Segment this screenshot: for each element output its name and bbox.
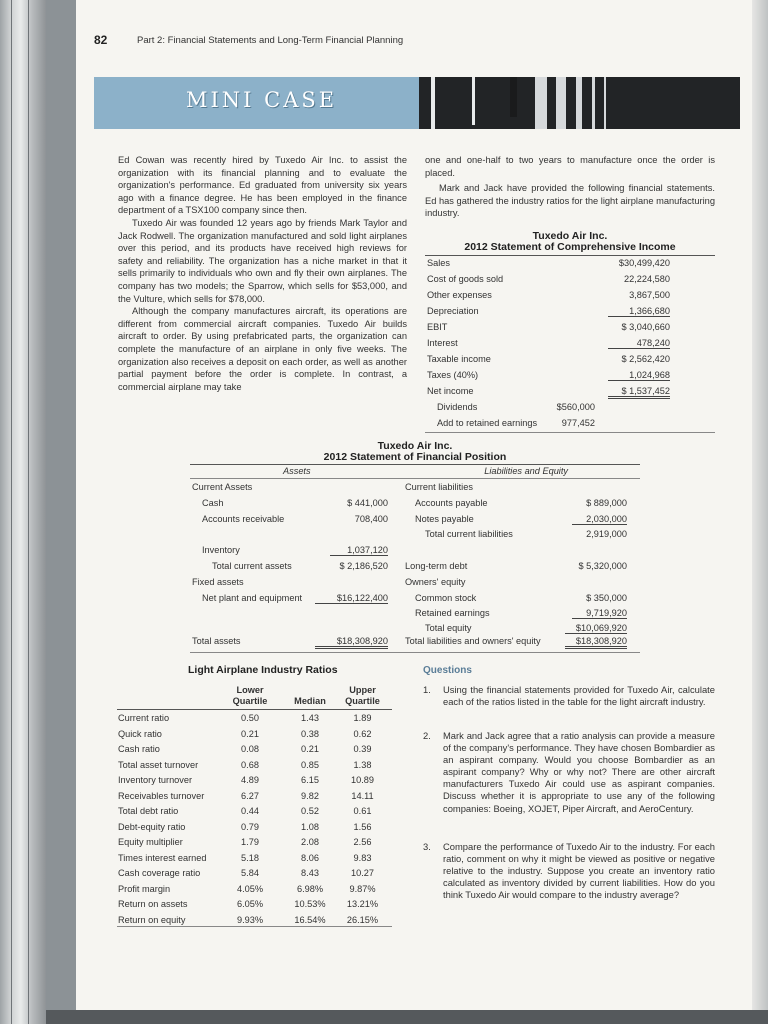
income-value: $ 3,040,660 (621, 322, 670, 332)
ratio-median-value: 0.85 (301, 760, 319, 770)
total-assets-value: $18,308,920 (315, 636, 388, 649)
question-text: Compare the performance of Tuxedo Air to the industry. For each ratio, comment on why it might be viewed as positive or negative relative to the industry. Suppose you create an inventory ratio calculated as inventory divided by current liabilities. How do you think Tuxedo Air would compare to the industry average? (443, 841, 715, 901)
ratio-name: Total debt ratio (118, 806, 179, 816)
banner-title: MINI CASE (186, 88, 338, 112)
banner-bar (431, 77, 435, 129)
ratio-lower-value: 0.21 (241, 729, 259, 739)
page-number: 82 (94, 33, 108, 47)
ratio-lower-value: 0.68 (241, 760, 259, 770)
dividends-value: $560,000 (556, 402, 595, 412)
ratio-lower-value: 1.79 (241, 837, 259, 847)
ratio-median-value: 2.08 (301, 837, 319, 847)
income-statement-bottom-rule (425, 432, 715, 433)
owners-equity-label: Owners' equity (405, 577, 466, 587)
questions-title: Questions (423, 665, 472, 676)
intro-left-column (118, 154, 407, 393)
ratio-lower-value: 0.50 (241, 713, 259, 723)
ratio-col-lower: Lower Quartile (232, 685, 268, 706)
ratio-median-value: 16.54% (294, 915, 326, 925)
net-plant-value: $16,122,400 (315, 593, 388, 604)
question-item (423, 730, 715, 815)
income-label: Net income (427, 386, 474, 396)
total-liabilities-equity-label: Total liabilities and owners' equity (405, 636, 541, 646)
question-number: 1. (423, 684, 431, 695)
banner-bar (604, 77, 606, 129)
ratio-name: Profit margin (118, 884, 171, 894)
total-equity-value: $10,069,920 (565, 623, 627, 634)
ratio-name: Current ratio (118, 713, 170, 723)
ratio-upper-value: 1.56 (353, 822, 372, 832)
income-value: 1,024,968 (608, 370, 670, 381)
retained-value: 977,452 (561, 418, 595, 428)
bottom-shadow (46, 1010, 768, 1024)
payables-value: $ 889,000 (586, 498, 627, 508)
income-value: 478,240 (608, 338, 670, 349)
ratio-upper-value: 0.39 (353, 744, 372, 754)
total-current-assets-label: Total current assets (212, 561, 292, 571)
ratio-upper-value: 1.38 (353, 760, 372, 770)
ratio-name: Return on equity (118, 915, 186, 925)
question-text: Using the financial statements provided for Tuxedo Air, calculate each of the ratios listed in the table for the light aircraft industry. (443, 684, 715, 708)
liabilities-header: Liabilities and Equity (484, 466, 568, 476)
ratio-name: Cash ratio (118, 744, 160, 754)
intro-paragraph: one and one-half to two years to manufacture once the order is placed. (425, 155, 715, 178)
dividends-label: Dividends (437, 402, 478, 412)
income-value: 22,224,580 (624, 274, 670, 284)
ratio-name: Cash coverage ratio (118, 868, 201, 878)
running-head: Part 2: Financial Statements and Long-Term Financial Planning (137, 35, 404, 46)
income-value: $ 2,562,420 (621, 354, 670, 364)
intro-paragraph: Mark and Jack have provided the following financial statements. Ed has gathered the industry ratios for the light airplane manufacturing industry. (425, 183, 715, 219)
ratio-upper-value: 2.56 (353, 837, 372, 847)
balance-sheet-company: Tuxedo Air Inc. (377, 440, 453, 452)
income-label: Sales (427, 258, 450, 268)
ratio-col-upper: Upper Quartile (345, 685, 380, 706)
current-liabilities-label: Current liabilities (405, 482, 473, 492)
ratio-name: Return on assets (118, 899, 188, 909)
income-label: Taxes (40%) (427, 370, 479, 380)
income-label: Depreciation (427, 306, 479, 316)
income-label: Taxable income (427, 354, 491, 364)
total-current-assets-value: $ 2,186,520 (339, 561, 388, 571)
ratio-median-value: 0.21 (301, 744, 319, 754)
retained-earnings-value: 9,719,920 (572, 608, 627, 619)
ratio-lower-value: 5.84 (241, 868, 259, 878)
ratio-upper-value: 0.62 (353, 729, 372, 739)
ratio-median-value: 8.43 (301, 868, 319, 878)
common-stock-value: $ 350,000 (586, 593, 627, 603)
receivables-label: Accounts receivable (202, 514, 285, 524)
banner-bar (576, 77, 582, 129)
ratios-title: Light Airplane Industry Ratios (188, 664, 338, 676)
ratio-col-median: Median (294, 696, 326, 706)
ratio-median-value: 0.38 (301, 729, 319, 739)
ratio-median-value: 1.43 (301, 713, 319, 723)
inventory-label: Inventory (202, 545, 240, 555)
ratio-lower-value: 4.05% (236, 884, 264, 894)
ratio-median-value: 6.15 (301, 775, 319, 785)
balance-sheet-bottom-rule (190, 652, 640, 653)
question-item (423, 684, 715, 708)
income-value: 3,867,500 (629, 290, 670, 300)
inventory-value: 1,037,120 (330, 545, 388, 556)
ratio-lower-value: 0.79 (241, 822, 259, 832)
ratio-median-value: 10.53% (294, 899, 326, 909)
ratio-lower-value: 5.18 (241, 853, 259, 863)
question-number: 2. (423, 730, 431, 741)
ratio-lower-value: 0.44 (241, 806, 259, 816)
ratio-upper-value: 26.15% (346, 915, 379, 925)
total-current-liabilities-label: Total current liabilities (425, 529, 513, 539)
ratio-lower-value: 6.05% (236, 899, 264, 909)
banner-bar (535, 77, 547, 129)
fixed-assets-label: Fixed assets (192, 577, 244, 587)
ratio-median-value: 1.08 (301, 822, 319, 832)
notes-value: 2,030,000 (572, 514, 627, 525)
cash-value: $ 441,000 (347, 498, 388, 508)
ratio-lower-value: 6.27 (241, 791, 259, 801)
ratio-upper-value: 0.61 (353, 806, 372, 816)
ratios-bottom-rule (117, 926, 392, 927)
receivables-value: 708,400 (354, 514, 388, 524)
income-label: EBIT (427, 322, 448, 332)
ratio-upper-value: 14.11 (351, 791, 374, 801)
question-item (423, 841, 715, 901)
book-spine (0, 0, 46, 1024)
common-stock-label: Common stock (415, 593, 477, 603)
retained-earnings-label: Retained earnings (415, 608, 490, 618)
banner-bar (556, 77, 566, 129)
income-statement-company: Tuxedo Air Inc. (532, 230, 608, 242)
total-equity-label: Total equity (425, 623, 472, 633)
total-current-liabilities-value: 2,919,000 (586, 529, 627, 539)
ratio-upper-value: 13.21% (346, 899, 379, 909)
ratio-median-value: 0.52 (301, 806, 319, 816)
ratio-median-value: 8.06 (301, 853, 319, 863)
spine-line (11, 0, 12, 1024)
ratio-name: Quick ratio (118, 729, 162, 739)
spine-line (28, 0, 29, 1024)
balance-sheet-title: 2012 Statement of Financial Position (323, 451, 507, 463)
cash-label: Cash (202, 498, 224, 508)
ratio-lower-value: 4.89 (241, 775, 259, 785)
long-term-debt-value: $ 5,320,000 (578, 561, 627, 571)
income-label: Interest (427, 338, 458, 348)
ratio-name: Times interest earned (118, 853, 207, 863)
total-assets-label: Total assets (192, 636, 241, 646)
question-number: 3. (423, 841, 431, 852)
ratio-median-value: 9.82 (301, 791, 319, 801)
income-label: Other expenses (427, 290, 492, 300)
income-value: 1,366,680 (608, 306, 670, 317)
banner-bar (510, 77, 517, 117)
payables-label: Accounts payable (415, 498, 488, 508)
ratio-name: Total asset turnover (118, 760, 199, 770)
banner-bar (592, 77, 595, 129)
ratio-lower-value: 0.08 (241, 744, 259, 754)
ratio-name: Debt-equity ratio (118, 822, 186, 832)
ratios-header-rule (117, 709, 392, 710)
assets-header: Assets (283, 466, 311, 476)
ratio-upper-value: 10.89 (351, 775, 374, 785)
income-statement-title: 2012 Statement of Comprehensive Income (464, 241, 676, 253)
ratio-upper-value: 10.27 (351, 868, 374, 878)
income-value: $30,499,420 (618, 258, 670, 268)
retained-label: Add to retained earnings (437, 418, 538, 428)
income-label: Cost of goods sold (427, 274, 504, 284)
income-statement-rule (425, 255, 715, 256)
net-plant-label: Net plant and equipment (202, 593, 303, 603)
income-value: $ 1,537,452 (608, 386, 670, 399)
balance-sheet-rule (190, 464, 640, 465)
intro-paragraph: Tuxedo Air was founded 12 years ago by friends Mark Taylor and Jack Rodwell. The organization manufactured and sold light airplanes over this period, and its products have received high reviews for safety and reliability. The organization has a niche market in that it sells primarily to individuals who own and fly their own airplanes. The company has two models; the Sparrow, which sells for $53,000, and the Vulture, which sells for $78,000. (118, 217, 407, 304)
ratio-median-value: 6.98% (296, 884, 324, 894)
balance-sheet-header-rule (190, 478, 640, 479)
banner-bar (472, 77, 475, 125)
intro-paragraph: Ed Cowan was recently hired by Tuxedo Air Inc. to assist the organization with its financial planning and to evaluate the organization's performance. Ed graduated from university six years ago with a finance degree. He has been employed in the finance department of a TSX100 company since then. (118, 155, 407, 216)
ratio-name: Equity multiplier (118, 837, 183, 847)
page-gutter (46, 0, 76, 1024)
long-term-debt-label: Long-term debt (405, 561, 468, 571)
notes-label: Notes payable (415, 514, 474, 524)
current-assets-label: Current Assets (192, 482, 253, 492)
intro-paragraph: Although the company manufactures aircraft, its operations are different from commercial aircraft companies. Tuxedo Air builds aircraft to order. By using prefabricated parts, the organization can complete the manufacture of an airplane in only five weeks. The organization also receives a deposit on each order, as well as another partial payment before the order is complete. In contrast, a commercial airplane may take (118, 306, 407, 392)
intro-right-column (425, 154, 715, 220)
page-edge (752, 0, 768, 1024)
ratio-name: Receivables turnover (118, 791, 205, 801)
total-liabilities-equity-value: $18,308,920 (565, 636, 627, 649)
ratio-upper-value: 1.89 (353, 713, 372, 723)
ratio-name: Inventory turnover (118, 775, 193, 785)
ratio-lower-value: 9.93% (236, 915, 264, 925)
question-text: Mark and Jack agree that a ratio analysis can provide a measure of the company's performance. They have chosen Bombardier as an aspirant company. Would you choose Bombardier as an aspirant company? Why or why not? There are other aircraft manufacturers Tuxedo Air could use as aspirant companies. Discuss whether it is appropriate to use any of the following companies: Boeing, XOJET, Piper Aircraft, and AeroCentury. (443, 730, 715, 814)
ratio-upper-value: 9.87% (349, 884, 376, 894)
ratio-upper-value: 9.83 (353, 853, 372, 863)
